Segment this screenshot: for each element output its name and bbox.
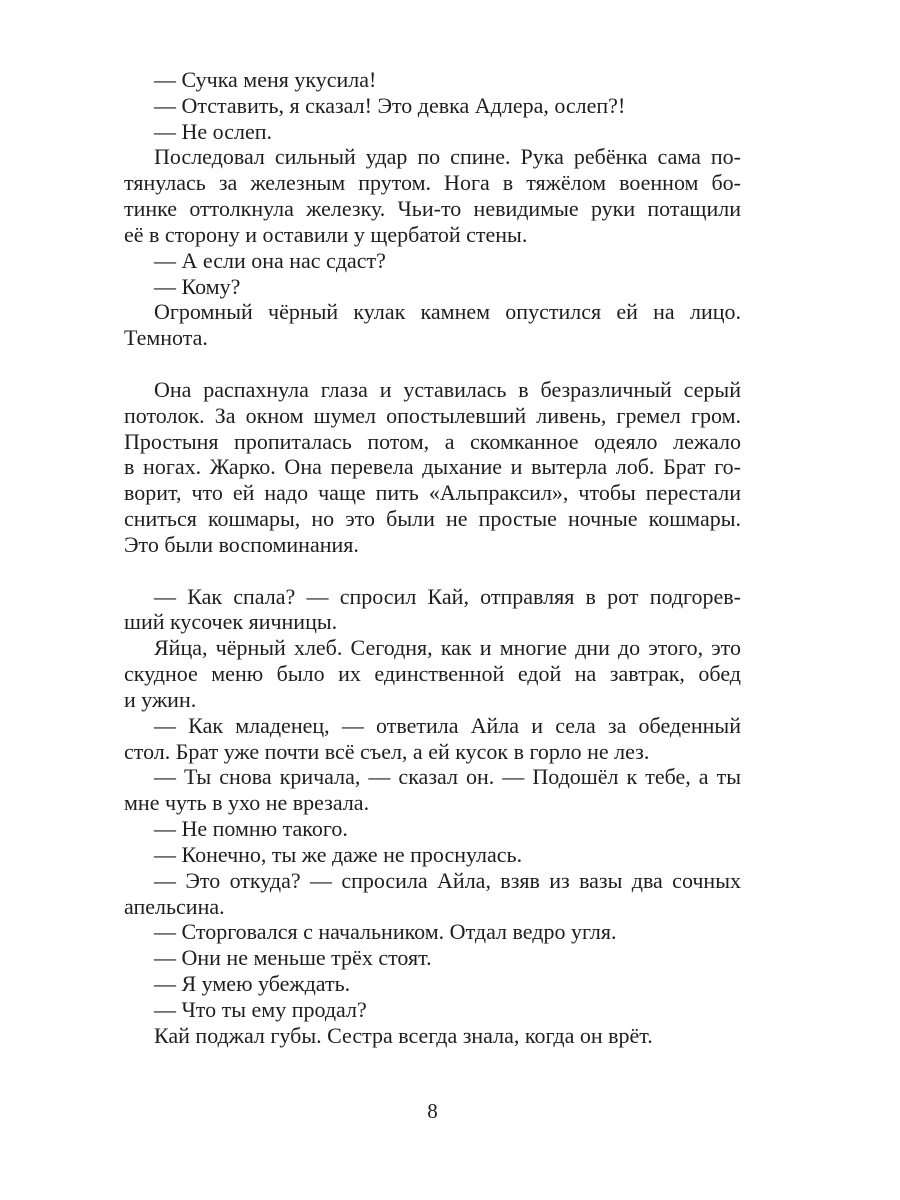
text-line: — Это откуда? — спросила Айла, взяв из вазы два сочных bbox=[154, 867, 741, 893]
paragraph bbox=[124, 842, 741, 868]
page-number: 8 bbox=[427, 1099, 438, 1123]
paragraph bbox=[124, 945, 741, 971]
paragraph bbox=[124, 299, 741, 351]
paragraph bbox=[124, 119, 741, 145]
text-line: Огромный чёрный кулак камнем опустился ей на лицо. bbox=[154, 299, 741, 325]
text-line: — Как спала? — спросил Кай, отправляя в рот подгорев- bbox=[154, 583, 741, 609]
section-break bbox=[124, 351, 741, 377]
paragraph bbox=[124, 274, 741, 300]
text-line: — Ты снова кричала, — сказал он. — Подошёл к тебе, а ты bbox=[154, 764, 741, 790]
text-section bbox=[124, 584, 741, 1049]
paragraph bbox=[124, 997, 741, 1023]
section-break bbox=[124, 558, 741, 584]
text-line: апельсина. bbox=[124, 893, 225, 919]
text-line: — Не ослеп. bbox=[154, 118, 272, 144]
paragraph bbox=[124, 377, 741, 558]
text-line: стол. Брат уже почти всё съел, а ей кусок в горло не лез. bbox=[124, 738, 650, 764]
paragraph bbox=[124, 816, 741, 842]
text-line: — Сучка меня укусила! bbox=[154, 67, 377, 92]
text-line: тинке оттолкнула железку. Чьи-то невидимые руки потащили bbox=[124, 196, 741, 222]
text-line: ший кусочек яичницы. bbox=[124, 609, 338, 635]
text-line: в ногах. Жарко. Она перевела дыхание и вытерла лоб. Брат го- bbox=[124, 454, 741, 480]
paragraph bbox=[124, 248, 741, 274]
text-line: Последовал сильный удар по спине. Рука ребёнка сама по- bbox=[154, 144, 741, 170]
paragraph bbox=[124, 1023, 741, 1049]
text-line: — Отставить, я сказал! Это девка Адлера, ослеп?! bbox=[154, 92, 626, 118]
paragraph bbox=[124, 868, 741, 920]
text-line: — Не помню такого. bbox=[154, 816, 348, 842]
page-body bbox=[124, 67, 741, 1048]
text-line: Простыня пропиталась потом, а скомканное одеяло лежало bbox=[124, 428, 741, 454]
text-line: Яйца, чёрный хлеб. Сегодня, как и многие дни до этого, это bbox=[154, 635, 741, 661]
text-line: сниться кошмары, но это были не простые ночные кошмары. bbox=[124, 506, 741, 532]
paragraph bbox=[124, 635, 741, 712]
text-line: — Конечно, ты же даже не проснулась. bbox=[154, 841, 523, 867]
paragraph bbox=[124, 93, 741, 119]
text-line: ворит, что ей надо чаще пить «Альпраксил», чтобы перестали bbox=[124, 480, 741, 506]
text-line: — Я умею убеждать. bbox=[154, 970, 351, 996]
paragraph bbox=[124, 584, 741, 636]
text-line: скудное меню было их единственной едой на завтрак, обед bbox=[124, 661, 741, 687]
text-line: Это были воспоминания. bbox=[124, 531, 359, 557]
text-line: и ужин. bbox=[124, 686, 197, 712]
text-line: потолок. За окном шумел опостылевший ливень, гремел гром. bbox=[124, 402, 741, 428]
text-section bbox=[124, 377, 741, 558]
text-line: — Что ты ему продал? bbox=[154, 996, 367, 1022]
paragraph bbox=[124, 919, 741, 945]
text-line: — А если она нас сдаст? bbox=[154, 247, 386, 273]
text-line: — Кому? bbox=[154, 273, 241, 299]
text-line: её в сторону и оставили у щербатой стены. bbox=[124, 221, 528, 247]
text-line: — Как младенец, — ответила Айла и села за обеденный bbox=[154, 712, 741, 738]
paragraph bbox=[124, 713, 741, 765]
paragraph bbox=[124, 764, 741, 816]
paragraph bbox=[124, 144, 741, 247]
paragraph bbox=[124, 971, 741, 997]
text-line: Темнота. bbox=[124, 325, 208, 351]
text-line: — Они не меньше трёх стоят. bbox=[154, 945, 432, 971]
text-line: Она распахнула глаза и уставилась в безразличный серый bbox=[154, 376, 741, 402]
text-line: Кай поджал губы. Сестра всегда знала, когда он врёт. bbox=[154, 1022, 653, 1048]
text-line: мне чуть в ухо не врезала. bbox=[124, 790, 370, 816]
text-line: тянулась за железным прутом. Нога в тяжёлом военном бо- bbox=[124, 170, 741, 196]
text-line: — Сторговался с начальником. Отдал ведро угля. bbox=[154, 919, 617, 945]
paragraph bbox=[124, 67, 741, 93]
text-section bbox=[124, 67, 741, 351]
